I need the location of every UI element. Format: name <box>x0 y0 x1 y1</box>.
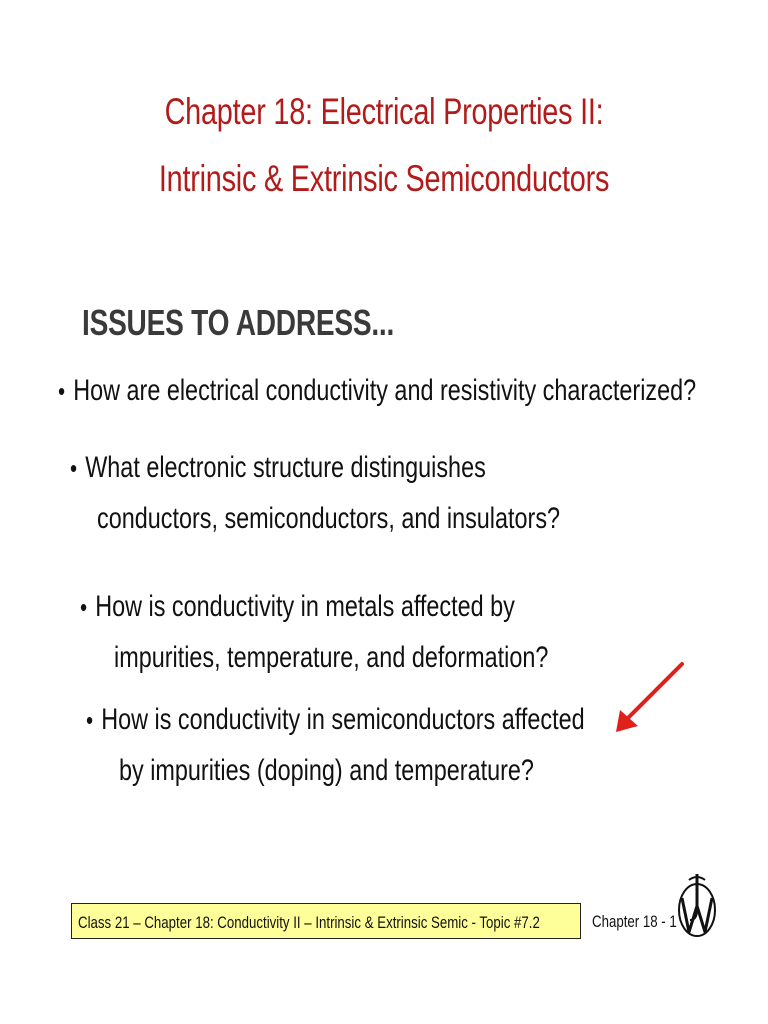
bullet-2-line-1: What electronic structure distinguishes <box>85 451 486 484</box>
bullet-dot: • <box>70 453 78 483</box>
footer-class-label: Class 21 – Chapter 18: Conductivity II – Intrinsic & Extrinsic Semic - Topic #7.2 <box>78 913 540 932</box>
bullet-dot: • <box>58 376 66 406</box>
issues-heading: ISSUES TO ADDRESS... <box>82 302 395 343</box>
bullet-2-line-2: conductors, semiconductors, and insulators? <box>97 502 561 535</box>
wiley-logo <box>676 870 718 942</box>
page-number-label: Chapter 18 - 1 <box>592 912 677 931</box>
bullet-1-line-1: How are electrical conductivity and resistivity characterized? <box>73 374 697 407</box>
title-line-1: Chapter 18: Electrical Properties II: <box>164 91 604 132</box>
footer-class-box <box>71 903 581 939</box>
red-arrow-icon <box>612 660 692 740</box>
bullet-3-line-1: How is conductivity in metals affected by <box>95 590 515 623</box>
bullet-2 <box>70 453 486 483</box>
bullet-3-line-2: impurities, temperature, and deformation? <box>114 641 549 674</box>
bullet-dot: • <box>86 705 94 735</box>
bullet-4-line-2: by impurities (doping) and temperature? <box>119 754 534 787</box>
bullet-1 <box>58 376 696 406</box>
title-line-2: Intrinsic & Extrinsic Semiconductors <box>158 158 610 199</box>
bullet-3 <box>80 592 515 622</box>
bullet-dot: • <box>80 592 88 622</box>
bullet-4-line-1: How is conductivity in semiconductors affected <box>101 703 585 736</box>
bullet-4 <box>86 705 585 735</box>
